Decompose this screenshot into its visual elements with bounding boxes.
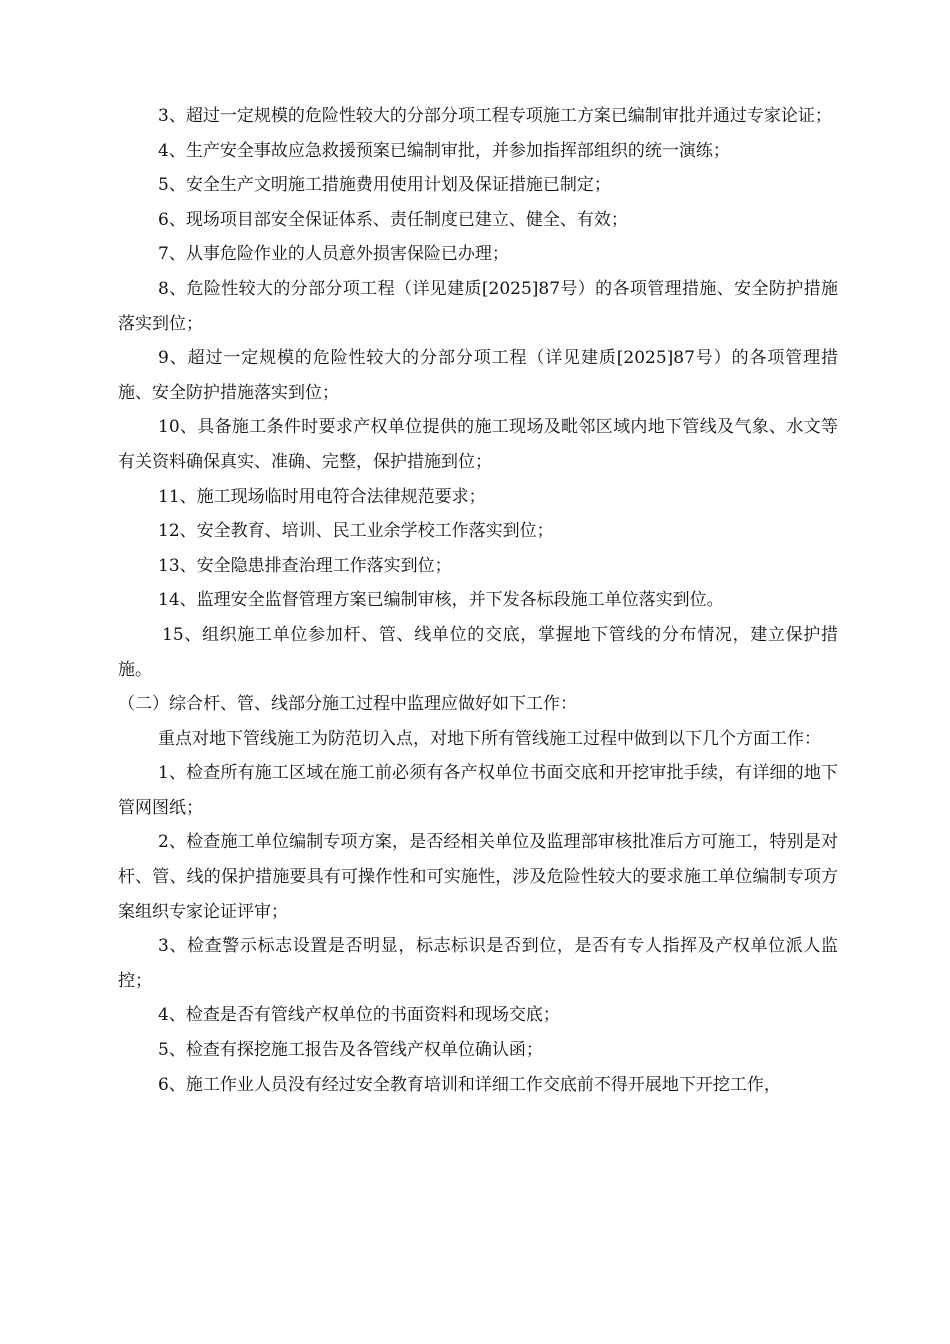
check-item-3: 3、检查警示标志设置是否明显，标志标识是否到位，是否有专人指挥及产权单位派人监控； (118, 936, 838, 991)
paragraph-item-4: 4、生产安全事故应急救援预案已编制审批，并参加指挥部组织的统一演练； (158, 140, 730, 161)
paragraph-item-8: 8、危险性较大的分部分项工程（详见建质[2025]87号）的各项管理措施、安全防护措施落实到位； (118, 278, 838, 334)
section-intro: 重点对地下管线施工为防范切入点，对地下所有管线施工过程中做到以下几个方面工作： (158, 728, 821, 749)
paragraph-item-9: 9、超过一定规模的危险性较大的分部分项工程（详见建质[2025]87号）的各项管理措施、安全防护措施落实到位； (118, 348, 838, 403)
check-item-1: 1、检查所有施工区域在施工前必须有各产权单位书面交底和开挖审批手续，有详细的地下管网图纸； (118, 763, 838, 818)
paragraph-item-12: 12、安全教育、培训、民工业余学校工作落实到位； (158, 521, 554, 542)
paragraph-item-14: 14、监理安全监督管理方案已编制审核，并下发各标段施工单位落实到位。 (158, 590, 724, 611)
document-body (118, 99, 838, 1102)
check-item-4: 4、检查是否有管线产权单位的书面资料和现场交底； (158, 1005, 560, 1026)
paragraph-item-7: 7、从事危险作业的人员意外损害保险已办理； (158, 244, 509, 265)
paragraph-item-10: 10、具备施工条件时要求产权单位提供的施工现场及毗邻区域内地下管线及气象、水文等有关资料确保真实、准确、完整，保护措施到位； (118, 417, 838, 472)
paragraph-item-15: 15、组织施工单位参加杆、管、线单位的交底，掌握地下管线的分布情况，建立保护措施。 (118, 624, 838, 680)
paragraph-item-6: 6、现场项目部安全保证体系、责任制度已建立、健全、有效； (158, 209, 628, 230)
paragraph-item-13: 13、安全隐患排查治理工作落实到位； (158, 555, 452, 576)
paragraph-item-3: 3、超过一定规模的危险性较大的分部分项工程专项施工方案已编制审批并通过专家论证； (158, 106, 832, 126)
check-item-6: 6、施工作业人员没有经过安全教育培训和详细工作交底前不得开展地下开挖工作， (158, 1074, 781, 1095)
paragraph-item-11: 11、施工现场临时用电符合法律规范要求； (158, 486, 486, 507)
section-heading-two: （二）综合杆、管、线部分施工过程中监理应做好如下工作： (118, 694, 577, 715)
check-item-2: 2、检查施工单位编制专项方案，是否经相关单位及监理部审核批准后方可施工，特别是对杆、管、线的保护措施要具有可操作性和可实施性，涉及危险性较大的要求施工单位编制专项方案组织专家论证评审； (118, 832, 838, 922)
check-item-5: 5、检查有探挖施工报告及各管线产权单位确认函； (158, 1040, 543, 1061)
paragraph-item-5: 5、安全生产文明施工措施费用使用计划及保证措施已制定； (158, 175, 611, 196)
